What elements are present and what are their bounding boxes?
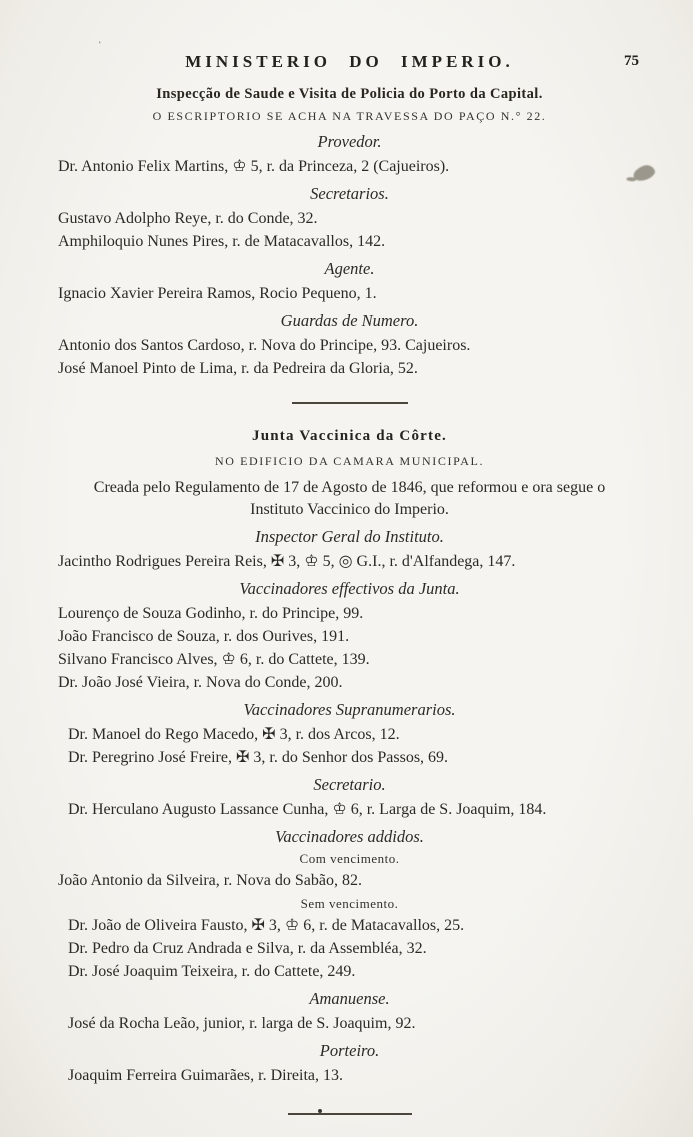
role-heading-secretario: Secretario. xyxy=(313,775,386,794)
running-title: MINISTERIO DO IMPERIO. xyxy=(185,52,514,71)
section-title: Inspecção de Saude e Visita de Policia do Porto da Capital. xyxy=(156,86,543,102)
entry-line: Dr. José Joaquim Teixeira, r. do Cattete, 249. xyxy=(68,963,356,980)
subheading-com-vencimento: Com vencimento. xyxy=(299,851,400,866)
entry-line: Dr. Antonio Felix Martins, ♔ 5, r. da Princeza, 2 (Cajueiros). xyxy=(58,158,450,175)
section-title: Junta Vaccinica da Côrte. xyxy=(252,428,447,444)
section-inspeccao xyxy=(58,86,641,380)
entry-line: João Francisco de Souza, r. dos Ourives, 191. xyxy=(58,628,350,645)
page-header xyxy=(58,52,641,72)
role-heading-supranumerarios: Vaccinadores Supranumerarios. xyxy=(243,700,456,719)
section-divider xyxy=(292,402,408,404)
section-subtitle: O ESCRIPTORIO SE ACHA NA TRAVESSA DO PAÇO N.° 22. xyxy=(152,109,547,123)
role-heading-effectivos: Vaccinadores effectivos da Junta. xyxy=(239,579,460,598)
entry-line: José Manoel Pinto de Lima, r. da Pedreira da Gloria, 52. xyxy=(58,360,418,377)
page-number: 75 xyxy=(624,53,639,69)
entry-line: Dr. Pedro da Cruz Andrada e Silva, r. da Assembléa, 32. xyxy=(68,940,427,957)
role-heading-addidos: Vaccinadores addidos. xyxy=(275,827,424,846)
entry-line: João Antonio da Silveira, r. Nova do Sabão, 82. xyxy=(58,872,362,889)
entry-line: José da Rocha Leão, junior, r. larga de S. Joaquim, 92. xyxy=(68,1015,416,1032)
subheading-sem-vencimento: Sem vencimento. xyxy=(300,896,399,911)
role-heading-guardas: Guardas de Numero. xyxy=(280,311,419,330)
entry-line: Joaquim Ferreira Guimarães, r. Direita, 13. xyxy=(68,1067,344,1084)
entry-line: Dr. João de Oliveira Fausto, ✠ 3, ♔ 6, r. de Matacavallos, 25. xyxy=(68,917,465,934)
entry-line: Dr. Peregrino José Freire, ✠ 3, r. do Senhor dos Passos, 69. xyxy=(68,749,449,766)
entry-line: Dr. João José Vieira, r. Nova do Conde, 200. xyxy=(58,674,343,691)
role-heading-amanuense: Amanuense. xyxy=(309,989,390,1008)
role-heading-secretarios: Secretarios. xyxy=(310,184,389,203)
end-of-page-divider xyxy=(288,1113,412,1115)
role-heading-provedor: Provedor. xyxy=(317,132,382,151)
entry-line: Antonio dos Santos Cardoso, r. Nova do Principe, 93. Cajueiros. xyxy=(58,337,471,354)
scan-artifact-dot xyxy=(318,1109,322,1113)
entry-line: Lourenço de Souza Godinho, r. do Principe, 99. xyxy=(58,605,364,622)
scan-artifact-mark: ῾ xyxy=(98,40,102,52)
entry-line: Jacintho Rodrigues Pereira Reis, ✠ 3, ♔ 5, ◎ G.I., r. d'Alfandega, 147. xyxy=(58,553,516,570)
entry-line: Amphiloquio Nunes Pires, r. de Matacavallos, 142. xyxy=(58,233,386,250)
section-subtitle: NO EDIFICIO DA CAMARA MUNICIPAL. xyxy=(214,454,485,468)
role-heading-porteiro: Porteiro. xyxy=(319,1041,380,1060)
entry-line: Dr. Herculano Augusto Lassance Cunha, ♔ 6, r. Larga de S. Joaquim, 184. xyxy=(68,801,547,818)
section-intro: Creada pelo Regulamento de 17 de Agosto de 1846, que reformou e ora segue o Instituto Vaccinico do Imperio. xyxy=(93,479,606,518)
entry-line: Ignacio Xavier Pereira Ramos, Rocio Pequeno, 1. xyxy=(58,285,377,302)
entry-line: Dr. Manoel do Rego Macedo, ✠ 3, r. dos Arcos, 12. xyxy=(68,726,400,743)
entry-line: Gustavo Adolpho Reye, r. do Conde, 32. xyxy=(58,210,318,227)
section-junta-vaccinica xyxy=(58,428,641,1087)
role-heading-inspector-geral: Inspector Geral do Instituto. xyxy=(255,527,444,546)
entry-line: Silvano Francisco Alves, ♔ 6, r. do Cattete, 139. xyxy=(58,651,370,668)
role-heading-agente: Agente. xyxy=(324,259,375,278)
